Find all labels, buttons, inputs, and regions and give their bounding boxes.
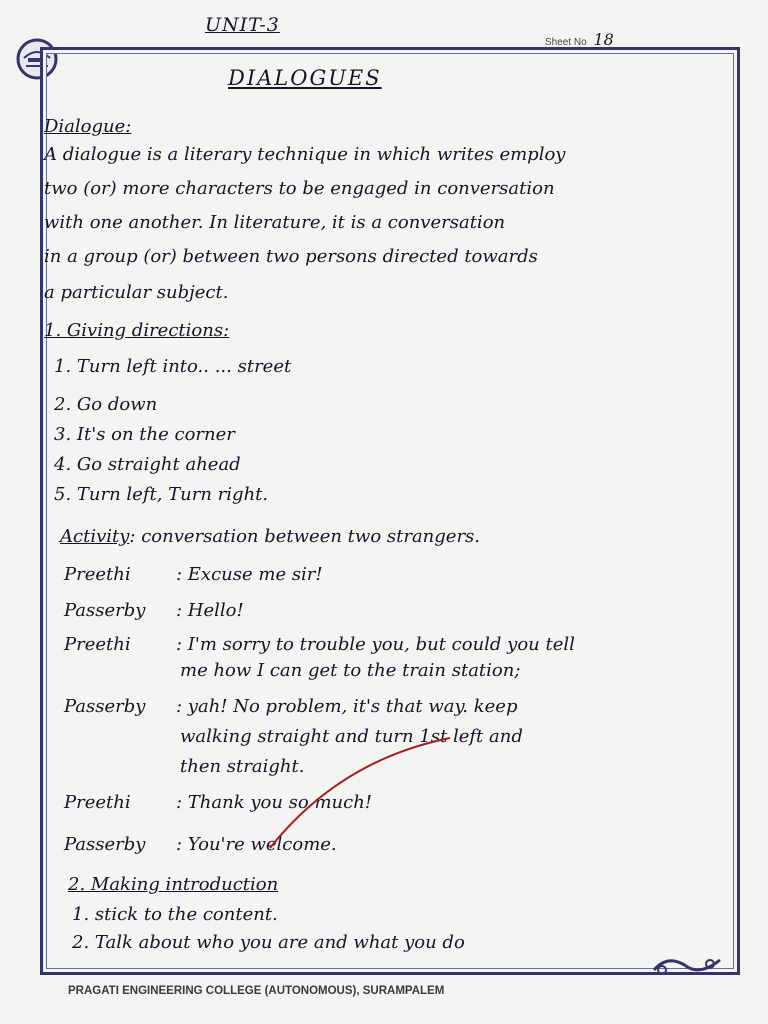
definition-line: a particular subject. — [44, 282, 229, 303]
activity-text: : conversation between two strangers. — [129, 526, 481, 547]
unit-heading: UNIT-3 — [205, 14, 280, 36]
speaker-name: Passerby — [64, 696, 146, 717]
section-heading-directions: 1. Giving directions: — [44, 320, 230, 341]
dialogue-continuation: then straight. — [180, 756, 305, 777]
dialogue-continuation: me how I can get to the train station; — [180, 660, 521, 681]
list-item: 1. stick to the content. — [72, 904, 278, 925]
list-item: 3. It's on the corner — [54, 424, 235, 445]
definition-line: A dialogue is a literary technique in which writes employ — [44, 144, 566, 165]
dialogue-row: Passerby : yah! No problem, it's that way. keep — [64, 696, 518, 717]
college-footer: PRAGATI ENGINEERING COLLEGE (AUTONOMOUS), SURAMPALEM — [68, 985, 445, 997]
dialogue-text: Excuse me sir! — [187, 564, 323, 585]
dialogue-row: Passerby : Hello! — [64, 600, 244, 621]
dialogue-row: Preethi : Thank you so much! — [64, 792, 373, 813]
list-item: 4. Go straight ahead — [54, 454, 241, 475]
activity-line — [60, 526, 480, 547]
definition-heading: Dialogue: — [44, 116, 132, 137]
page-title: DIALOGUES — [228, 66, 382, 90]
list-item: 2. Talk about who you are and what you do — [72, 932, 465, 953]
dialogue-text: Hello! — [187, 600, 244, 621]
speaker-name: Preethi — [64, 564, 131, 585]
dialogue-text: yah! No problem, it's that way. keep — [187, 696, 518, 717]
list-item: 2. Go down — [54, 394, 158, 415]
speaker-name: Preethi — [64, 634, 131, 655]
speaker-name: Passerby — [64, 834, 146, 855]
definition-line: two (or) more characters to be engaged in conversation — [44, 178, 555, 199]
corner-ornament-icon — [650, 952, 724, 978]
list-item: 1. Turn left into.. ... street — [54, 356, 292, 377]
dialogue-continuation: walking straight and turn 1st left and — [180, 726, 523, 747]
definition-line: in a group (or) between two persons directed towards — [44, 246, 538, 267]
dialogue-row: Preethi : Excuse me sir! — [64, 564, 323, 585]
sheet-number-label: Sheet No — [545, 37, 587, 48]
definition-line: with one another. In literature, it is a conversation — [44, 212, 506, 233]
dialogue-row: Passerby : You're welcome. — [64, 834, 337, 855]
dialogue-text: I'm sorry to trouble you, but could you tell — [187, 634, 575, 655]
sheet-number-value: 18 — [593, 30, 614, 49]
section-heading-introduction: 2. Making introduction — [68, 874, 279, 895]
dialogue-row: Preethi : I'm sorry to trouble you, but could you tell — [64, 634, 575, 655]
dialogue-text: You're welcome. — [187, 834, 337, 855]
activity-label: Activity — [60, 526, 130, 547]
speaker-name: Preethi — [64, 792, 131, 813]
list-item: 5. Turn left, Turn right. — [54, 484, 269, 505]
dialogue-text: Thank you so much! — [187, 792, 373, 813]
speaker-name: Passerby — [64, 600, 146, 621]
